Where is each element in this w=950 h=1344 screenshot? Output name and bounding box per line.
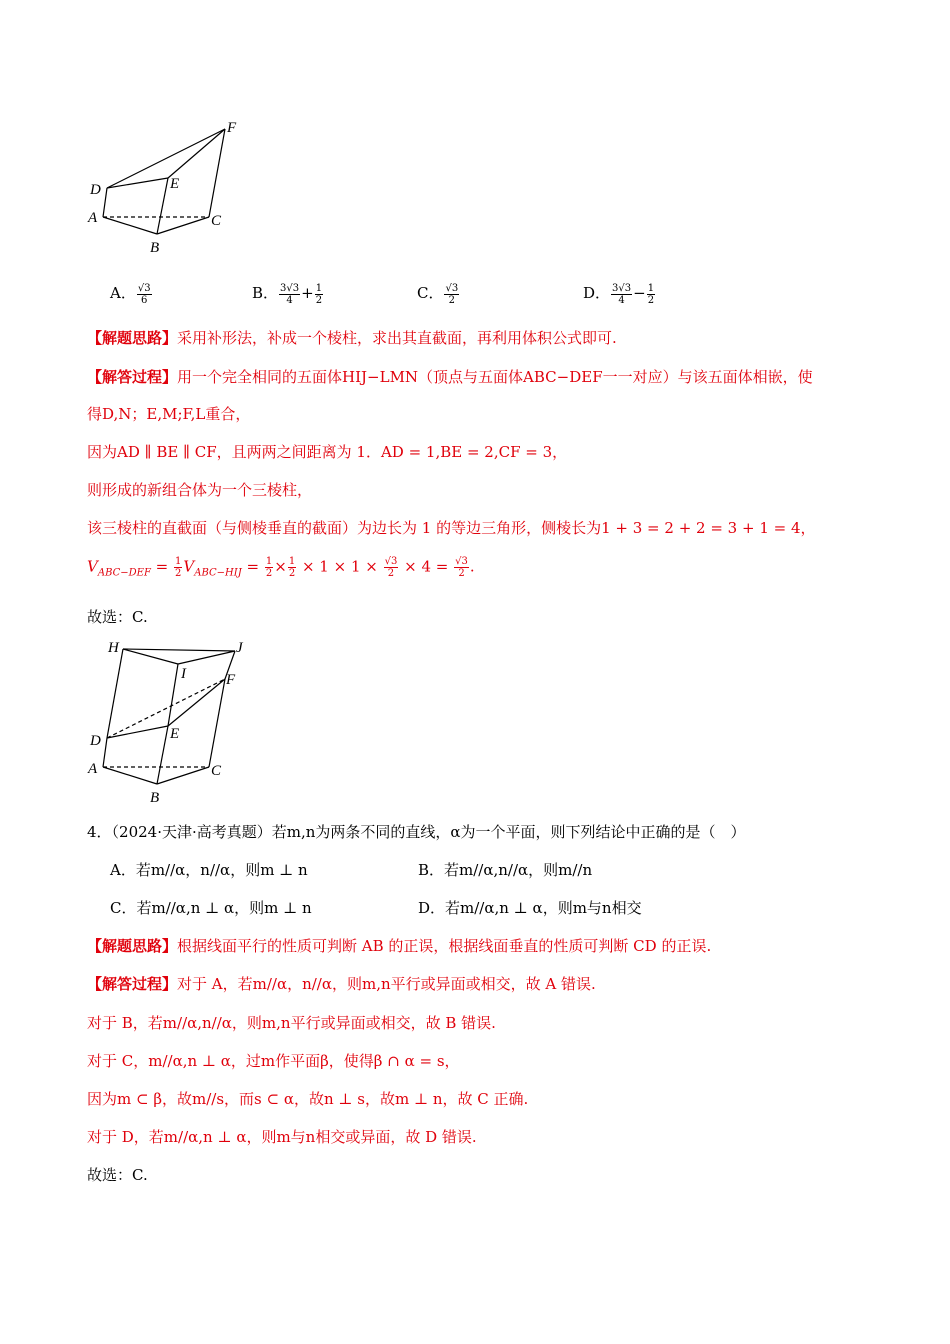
edge-hd [107,649,123,738]
edge-df-hidden [107,679,225,738]
label-a: A [88,210,98,226]
label-a: A [88,761,98,777]
sol4-proc-tag: 【解答过程】 [87,975,178,993]
label-e: E [170,726,180,742]
label-b: B [150,240,160,256]
edge-ij [178,651,235,664]
option-a: A． $\frac{√3}{6}$ [110,282,151,306]
sol3-process-line3: 因为AD ∥ BE ∥ CF，且两两之间距离为 1．AD = 1,BE = 2,CF = 3， [87,443,568,461]
sol4-idea-text: 根据线面平行的性质可判断 AB 的正误，根据线面垂直的性质可判断 CD 的正误. [177,937,712,955]
sol4-process-line5: 对于 D，若m//α,n ⊥ α，则m与n相交或异面，故 D 错误. [87,1128,477,1146]
label-i: I [181,666,186,682]
q4-option-c: C．若m//α,n ⊥ α，则m ⊥ n [110,899,312,917]
sol3-idea-text: 采用补形法，补成一个棱柱，求出其直截面，再利用体积公式即可. [177,329,617,347]
q4-option-b: B．若m//α,n//α，则m//n [418,861,593,879]
q4-option-d: D．若m//α,n ⊥ α，则m与n相交 [418,899,642,917]
sol3-volume-formula: $V_{ABC-DEF}$ = $\frac{1}{2}$ $V_{ABC-HIJ}$ = $\frac{1}{2}$ × $\frac{1}{2}$ × 1 × 1 × $\frac{√3}{2}$ × 4 = $\frac{√3}{2}$ . [87,556,475,579]
sol3-process-line2: 得D,N；E,M;F,L重合， [87,405,251,423]
edge-be [157,726,168,784]
label-j: J [236,640,243,656]
q4-option-a: A．若m//α，n//α，则m ⊥ n [110,861,308,879]
option-b: B． $\frac{3√3}{4}$ + $\frac{1}{2}$ [252,282,323,306]
sol4-process-line1: 【解答过程】对于 A，若m//α，n//α，则m,n平行或异面或相交，故 A 错误. [87,975,596,993]
sol3-idea [87,327,617,348]
sol4-idea-tag: 【解题思路】 [87,937,178,955]
edge-cf [209,679,225,767]
sol3-process-line1: 【解答过程】用一个完全相同的五面体HIJ−LMN（顶点与五面体ABC−DEF一一对应）与该五面体相嵌，使 [87,368,813,386]
sol4-process-line2: 对于 B，若m//α,n//α，则m,n平行或异面或相交，故 B 错误. [87,1014,496,1032]
sol3-proc-tag: 【解答过程】 [87,368,178,386]
label-f: F [227,120,237,136]
edge-ie [168,664,178,726]
edge-cf [209,129,225,217]
edge-be [157,178,168,234]
label-c: C [211,763,222,779]
sol3-answer: 故选：C. [87,608,148,626]
edge-ab [103,217,157,234]
sol4-process-line4: 因为m ⊂ β，故m//s，而s ⊂ α，故n ⊥ s，故m ⊥ n，故 C 正确. [87,1090,529,1108]
label-c: C [211,213,222,229]
edge-ad [103,738,107,767]
label-f: F [226,672,236,688]
label-e: E [170,176,180,192]
sol4-idea [87,935,711,956]
q4-stem: 4．（2024·天津·高考真题）若m,n为两条不同的直线，α为一个平面，则下列结论中正确的是（ ） [87,823,746,841]
edge-ad [103,188,107,217]
figure-prism [80,634,260,810]
label-b: B [150,790,160,806]
edge-hi [123,649,178,664]
sol3-process-line4: 则形成的新组合体为一个三棱柱， [87,481,313,499]
edge-bc [157,217,209,234]
edge-de [107,726,168,738]
edge-ab [103,767,157,784]
edge-hj [123,649,235,651]
edge-ef [168,679,225,726]
label-d: D [90,182,101,198]
edge-bc [157,767,209,784]
sol3-idea-tag: 【解题思路】 [87,329,178,347]
label-h: H [108,640,119,656]
option-c: C． $\frac{√3}{2}$ [417,282,459,306]
edge-df [107,129,225,188]
figure-pentahedron [80,118,250,260]
sol4-answer: 故选：C. [87,1166,148,1184]
option-d: D． $\frac{3√3}{4}$ − $\frac{1}{2}$ [583,282,655,306]
sol3-process-line5: 该三棱柱的直截面（与侧棱垂直的截面）为边长为 1 的等边三角形，侧棱长为1 + 3 = 2 + 2 = 3 + 1 = 4， [87,519,816,537]
sol4-process-line3: 对于 C，m//α,n ⊥ α，过m作平面β，使得β ∩ α = s， [87,1052,460,1070]
label-d: D [90,733,101,749]
